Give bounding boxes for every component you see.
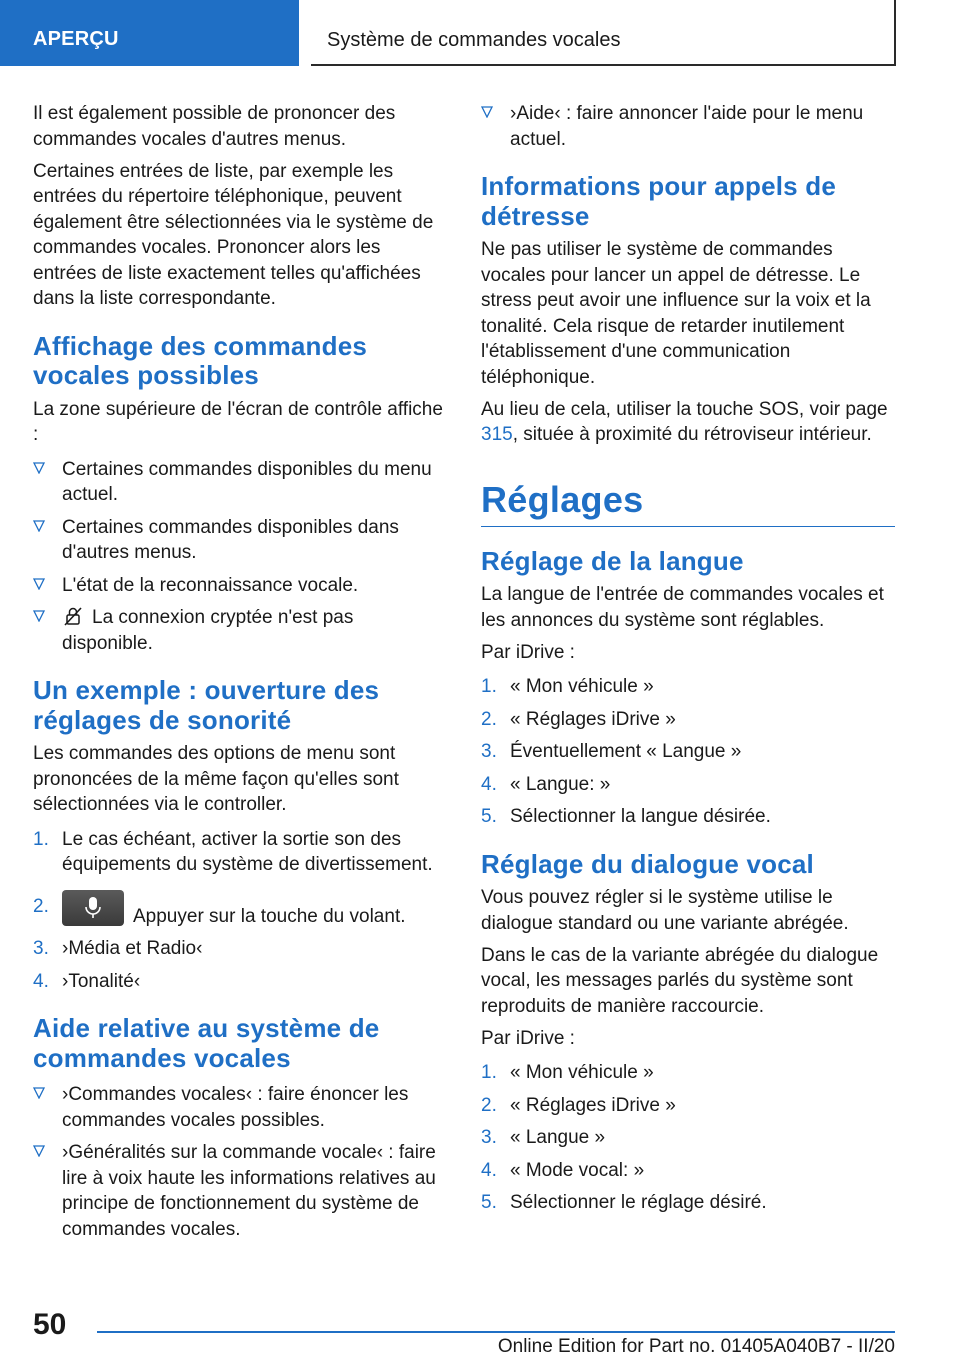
step-text: Sélectionner le réglage désiré. [510, 1192, 767, 1213]
heading-affichage: Affichage des commandes vocales possibles [33, 330, 368, 390]
step-text: Sélectionner la langue désirée. [510, 806, 771, 827]
triangle-bullet-icon [481, 106, 493, 118]
list-item [33, 1140, 445, 1242]
triangle-bullet-icon [33, 1145, 45, 1157]
triangle-bullet-icon [33, 578, 45, 590]
triangle-bullet-icon [33, 610, 45, 622]
langue-steps [481, 674, 895, 830]
section-tab [0, 0, 299, 66]
step-text: Appuyer sur la touche du volant. [133, 905, 406, 927]
section-tab-label: APERÇU [33, 28, 119, 50]
list-item-text: ›Généralités sur la commande vocale‹ : faire lire à voix haute les informations relatives au principe de fonctionnement du système de commandes vocales. [62, 1142, 436, 1240]
step-number: 2. [481, 708, 497, 730]
step-item [481, 1093, 895, 1119]
step-number: 4. [33, 970, 49, 992]
triangle-bullet-icon [33, 520, 45, 532]
step-item [481, 804, 895, 830]
heading-dialogue: Réglage du dialogue vocal [481, 848, 814, 879]
list-item-text: ›Aide‹ : faire annoncer l'aide pour le menu actuel. [510, 103, 864, 150]
aide-list-continued [481, 101, 895, 152]
page-link[interactable]: 315 [481, 424, 513, 445]
step-item [481, 1190, 895, 1216]
heading-reglages: Réglages [481, 480, 895, 527]
dialogue-steps [481, 1060, 895, 1216]
exemple-steps [33, 827, 445, 995]
paragraph: Certaines entrées de liste, par exemple les entrées du répertoire téléphonique, peuvent également être sélectionnées via le système de commandes vocales. Prononcer alors les entrées de liste exactement telles qu'affichées dans la liste correspondante. [33, 160, 434, 309]
step-text: Le cas échéant, activer la sortie son des équipements du système de divertissement. [62, 828, 433, 875]
triangle-bullet-icon [33, 462, 45, 474]
step-text: « Réglages iDrive » [510, 1094, 676, 1116]
left-column [33, 101, 445, 1249]
step-number: 5. [481, 806, 497, 827]
list-item-text: ›Commandes vocales‹ : faire énoncer les commandes vocales possibles. [62, 1084, 409, 1131]
step-text: « Réglages iDrive » [510, 708, 676, 730]
list-item [33, 605, 445, 656]
page-number: 50 [33, 1308, 67, 1341]
step-number: 2. [33, 895, 49, 917]
step-number: 1. [481, 1062, 497, 1083]
step-text: « Mode vocal: » [510, 1159, 645, 1181]
step-item [481, 707, 895, 733]
paragraph: Dans le cas de la variante abrégée du dialogue vocal, les messages parlés du système sont reproduits de manière raccourcie. [481, 944, 879, 1017]
heading-aide: Aide relative au système de commandes vocales [33, 1013, 380, 1073]
paragraph: La langue de l'entrée de commandes vocales et les annonces du système sont réglables. [481, 584, 884, 631]
list-item [33, 573, 445, 599]
step-text: « Mon véhicule » [510, 1062, 654, 1083]
right-column [481, 101, 895, 1223]
paragraph: Vous pouvez régler si le système utilise le dialogue standard ou une variante abrégée. [481, 887, 849, 934]
step-item [481, 772, 895, 798]
crossed-lock-icon [62, 605, 84, 627]
step-number: 3. [33, 938, 49, 959]
list-item [33, 515, 445, 566]
aide-list [33, 1082, 445, 1242]
step-number: 1. [33, 828, 49, 850]
step-number: 2. [481, 1094, 497, 1116]
step-item [481, 674, 895, 700]
step-item [33, 890, 445, 930]
step-item [33, 969, 445, 995]
paragraph: Par iDrive : [481, 641, 575, 663]
triangle-bullet-icon [33, 1087, 45, 1099]
step-item [33, 827, 445, 878]
list-item [481, 101, 895, 152]
paragraph: Il est également possible de prononcer des commandes vocales d'autres menus. [33, 103, 396, 150]
step-text: ›Tonalité‹ [62, 970, 141, 992]
step-text: « Langue » [510, 1127, 606, 1148]
text: Au lieu de cela, utiliser la touche SOS, voir page [481, 398, 888, 420]
step-item [481, 1158, 895, 1184]
heading-langue: Réglage de la langue [481, 545, 744, 576]
list-item-text: Certaines commandes disponibles du menu actuel. [62, 458, 432, 505]
footer-divider [97, 1331, 895, 1333]
step-number: 4. [481, 1159, 497, 1181]
step-text: « Mon véhicule » [510, 676, 654, 697]
paragraph: Par iDrive : [481, 1027, 575, 1049]
list-item [33, 1082, 445, 1133]
step-number: 5. [481, 1192, 497, 1213]
step-number: 1. [481, 676, 497, 697]
list-item-text: Certaines commandes disponibles dans d'autres menus. [62, 516, 399, 563]
paragraph: La zone supérieure de l'écran de contrôle affiche : [33, 398, 443, 445]
voice-button-icon [62, 890, 124, 926]
heading-exemple: Un exemple : ouverture des réglages de sonorité [33, 675, 380, 735]
heading-detresse: Informations pour appels de détresse [481, 171, 836, 231]
footer-edition: Online Edition for Part no. 01405A040B7 - II/20 [497, 1336, 895, 1357]
step-item [33, 936, 445, 962]
paragraph: Les commandes des options de menu sont prononcées de la même façon qu'elles sont sélectionnées via le controller. [33, 743, 399, 815]
list-item-text: L'état de la reconnaissance vocale. [62, 574, 359, 596]
step-number: 3. [481, 1127, 497, 1148]
list-item-text: La connexion cryptée n'est pas disponible. [62, 607, 354, 654]
step-text: Éventuellement « Langue » [510, 741, 742, 762]
step-number: 4. [481, 773, 497, 795]
chapter-title [311, 0, 896, 66]
step-text: ›Média et Radio‹ [62, 938, 203, 959]
chapter-title-label: Système de commandes vocales [327, 29, 621, 51]
step-item [481, 739, 895, 765]
list-item [33, 457, 445, 508]
paragraph: Ne pas utiliser le système de commandes vocales pour lancer un appel de détresse. Le stress peut avoir une influence sur la voix et la tonalité. Cela risque de retarder inutilement l'établissement d'une communication téléphonique. [481, 239, 871, 388]
paragraph-sos [481, 397, 895, 448]
step-item [481, 1060, 895, 1086]
step-number: 3. [481, 741, 497, 762]
text: , située à proximité du rétroviseur intérieur. [512, 424, 872, 445]
step-item [481, 1125, 895, 1151]
step-text: « Langue: » [510, 773, 611, 795]
affichage-list [33, 457, 445, 657]
